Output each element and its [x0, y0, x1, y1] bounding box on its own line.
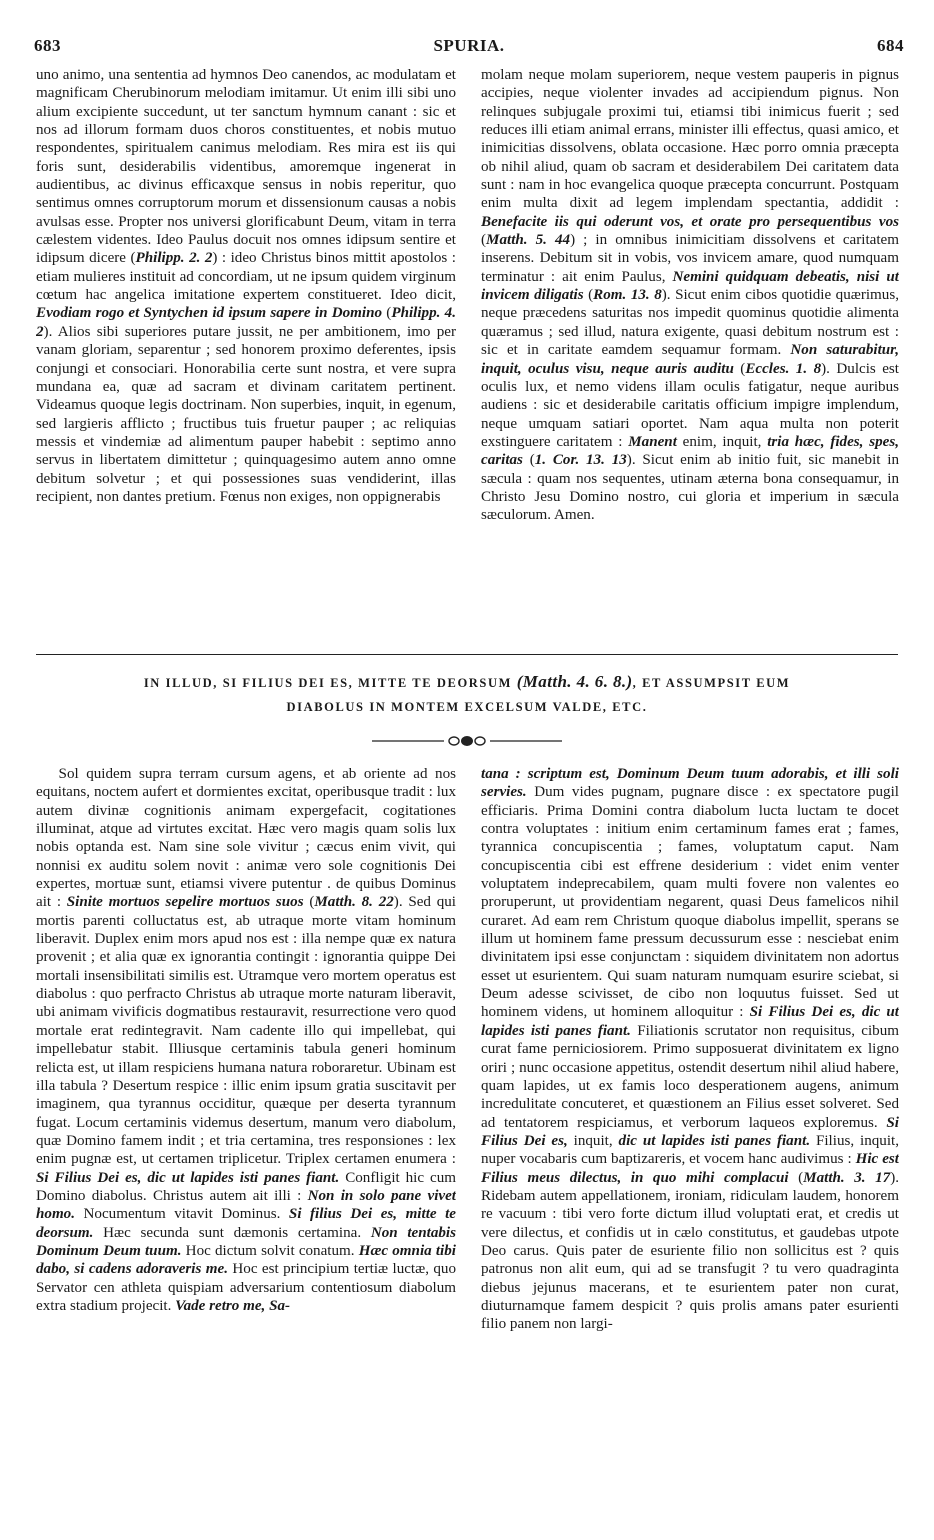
section-title [36, 670, 898, 719]
running-title: SPURIA. [433, 36, 505, 55]
column-bottom-right [481, 765, 899, 1485]
title-line-2: DIABOLUS IN MONTEM EXCELSUM VALDE, ETC. [286, 700, 648, 714]
paragraph: tana : scriptum est, Dominum Deum tuum adorabis, et illi soli servies. Dum vides pugnam, pugnare disce : ex spectatore pugil efficiaris. Prima Domini contra diabolum lucta luctam te docet contra voluptates : initium enim certaminum fames erat ; fames, tyrannica concupiscentia ; fames, voluptatum caput. Nam concupiscentia cibi est effrene desiderium : videt enim venter voluptatem indeprecabilem, quam multi fovere non valentes eo proruperunt, ut providentiam negarent, quasi Deus famelicos nihil curaret. Ad eam rem Christum quoque diabolus impellit, sperans se illum ut hominem fame pressum decussurum esse : nesciebat enim divinitatem ipsi esse conjunctam : siquidem divinitatem non adortus esset ut esurientem. Qui suam naturam numquam esurire sciebat, si Deum adesse scivisset, de cibo non loquutus fuisset. Sed ut hominem videns, ut hominem alloquitur : Si Filius Dei es, dic ut lapides isti panes fiant. Filiationis scrutator non requisitus, cibum curat fame perniciosiorem. Primo supposuerat divinitatem ex ligno oriri ; nunc occasione appetitus, ostendit desertum nihil aliud habere, quam lapides, ut ex famis loco desperationem augens, animum incredulitate concuteret, et quæstionem an Filius esset solveret. Sed ad tentatorem respiciamus, et verborum laqueos exploremus. Si Filius Dei es, inquit, dic ut lapides isti panes fiant. Filius, inquit, nuper vocabaris cum baptizareris, et vocem hanc audivimus : Hic est Filius meus dilectus, in quo mihi complacui (Matth. 3. 17). Ridebam autem appellationem, ironiam, ridiculam laudem, honorem re vacuum : tibi vero forte dictum illud voluptati erat, et credis ut vere dilectus, et confidis ut in cælo constitutus, et gaudebas utpote Deo carus. Quis pater de esuriente filio non sollicitus est ? quis patronus non alit eum, qui ad se transfugit ? tu vero quadraginta diebus jejunus macerans, et te esurientem pater non curat, diuturnamque famem despicit ? quis prolis amans pater esurienti filio panem non largi- [481, 766, 899, 1333]
paragraph: Sol quidem supra terram cursum agens, et ab oriente ad nos equitans, noctem aufert et dormientes excitat, operibusque tradit : lux autem divinæ cognitionis animam expergefacit, cogitationes illuminat, atque ad virtutes excitat. Hæc vero magis quam solis lux nobis optanda est. Nam sine sole vivitur ; cæcus enim vivit, qui nonnisi ex auditu solem novit : animæ vero sole cognitionis Dei expertes, mortuæ sunt, etiamsi vivere putentur . de quibus Dominus ait : Sinite mortuos sepelire mortuos suos (Matth. 8. 22). Sed qui mortis parenti colluctatus est, ab utraque morte vitam hominum liberavit. Duplex enim mors apud nos est : illa nempe quæ ex natura provenit ; et alia quæ ex ignorantia contingit : ignorantia quippe Dei mortali insensibilitati similis est. Utramque vero mortem operatus est diabolus : quo perfracto Christus ab utraque morte naturam liberavit, ubi animam vivificis dogmatibus restauravit, resurrectione vero quod mortale erat redintegravit. Nam cadente illo qui impellebat, qui impellebatur stabit. Illiusque certaminis tabula generi hominum relicta est, ut illam respiciens humana natura roboraretur. Ubinam est illa tabula ? Desertum respice : illic enim ipsum gratia suscitavit per imaginem, qua tyrannus occiditur, quæque per deserta tyrannum fugat. Locum certaminis videmus desertum, manum vero diabolum, quæ Domino famem indit ; et tria certamina, tres responsiones : lex enim pugnæ est, ut certamen triplicetur. Triplex certamen enumera : Si Filius Dei es, dic ut lapides isti panes fiant. Confligit hic cum Domino diabolus. Christus autem ait illi : Non in solo pane vivet homo. Nocumentum vitavit Dominus. Si filius Dei es, mitte te deorsum. Hæc secunda sunt dæmonis certamina. Non tentabis Dominum Deum tuum. Hoc dictum solvit conatum. Hæc omnia tibi dabo, si cadens adoraveris me. Hoc est principium tertiæ luctæ, quo Servator cen athleta quispiam adversarium contentiosum diabolum extra stadium projecit. Vade retro me, Sa- [36, 766, 456, 1314]
paragraph: molam neque molam superiorem, neque vestem pauperis in pignus accipies, neque violenter invades ad accipiendum pignus. Non relinques subjugale proximi tui, etiamsi tibi inimicus fuerit ; sed reduces illi etiam animal errans, minister illi effectus, quasi amico, et inimicitias dissolvens, oblata occasione. Hæc porro omnia præcepta ob nihil aliud, quam ob sacram et desiderabilem Dei caritatem data sunt : nam in hoc evangelica quoque præcepta concurrunt. Postquam enim multa dixit ad legem implendam spectantia, addidit : Benefacite iis qui oderunt vos, et orate pro persequentibus vos (Matth. 5. 44) ; in omnibus inimicitiam dissolvens et caritatem inserens. Debitum sit in vobis, vos invicem amare, quod numquam terminatur : ait enim Paulus, Nemini quidquam debeatis, nisi ut invicem diligatis (Rom. 13. 8). Sicut enim cibos quotidie quærimus, neque præcedens saturitas nos impedit quominus quotidie alimenta quæramus ; sed illud, natura exigente, quasi debitum nostrum est : sic et in caritate eamdem sequamur formam. Non saturabitur, inquit, oculus visu, neque auris auditu (Eccles. 1. 8). Dulcis est oculis lux, et nemo videns illam oculis fatigatur, neque auribus audiens : sic et desiderabile caritatis officium impigre implendum, neque umquam satiari oportet. Nam aqua multa non poterit exstinguere caritatem : Manent enim, inquit, tria hæc, fides, spes, caritas (1. Cor. 13. 13). Sicut enim ab initio fuit, sic manebit in sæcula : quam nos sequentes, utinam æterna bona consequamur, in Christo Jesu Domino nostro, cui gloria et imperium in sæcula sæculorum. Amen. [481, 67, 899, 524]
column-top-left [36, 66, 456, 651]
column-top-right [481, 66, 899, 636]
page-number-right: 684 [877, 36, 904, 55]
page-number-left: 683 [34, 36, 61, 55]
title-line-1: IN ILLUD, SI FILIUS DEI ES, MITTE TE DEORSUM (Matth. 4. 6. 8.), ET ASSUMPSIT EUM [143, 672, 791, 691]
section-divider [36, 654, 898, 655]
title-reference: (Matth. 4. 6. 8.) [516, 672, 633, 691]
column-bottom-left [36, 765, 456, 1485]
paragraph: uno animo, una sententia ad hymnos Deo canendos, ac modulatam et magnificam Cherubinorum melodiam imitamur. Ut enim illi sibi uno alium excipiente succedunt, ut ter sanctum hymnum canant : sic et nos ad illorum formam duos choros constituentes, et nobis mutuo respondentes, spiritualem canimus melodiam. Res mira est iis qui foris sunt, desiderabilis videntibus, amoremque ingenerat in audientibus, ac divinus efficaxque sensus in nobis reperitur, quo sentimus omnes corruptorum morum et dissensionum causas a nobis avulsas esse. Propter nos universi glorificabunt Deum, vitam in terra cælestem videntes. Ideo Paulus docuit nos omnes idipsum sentire et idipsum dicere (Philipp. 2. 2) : ideo Christus binos mittit apostolos : etiam mulieres instituit ad concordiam, ut ne ipsum quidem virginum cœtum hac angelica imitatione expertem constitueret. Ideo dicit, Evodiam rogo et Syntychen id ipsum sapere in Domino (Philipp. 4. 2). Alios sibi superiores putare jussit, ne per ambitionem, imo per vanam gloriam, separentur ; sed honorem proximo deferentes, ipsis conjungi et consociari. Honorabilia certe sunt nostra, et vere supra mundana ea, quæ ad sacram et divinam caritatem pertinent. Videamus quoque legis doctrinam. Non superbies, inquit, in egenum, sed largieris afflicto ; fructibus tuis fruetur pauper ; ac reliquias messis et vindemiæ ad alimentum pauper habebit : septimo anno servus in libertatem dimittetur ; quinquagesimo autem anno omne debitum solvetur ; et qui possessiones suas vendiderint, illas recipient, non dantes pretium. Fœnus non exiges, non oppignerabis [36, 67, 456, 505]
page-header [34, 36, 904, 58]
ornament-divider [372, 734, 562, 748]
